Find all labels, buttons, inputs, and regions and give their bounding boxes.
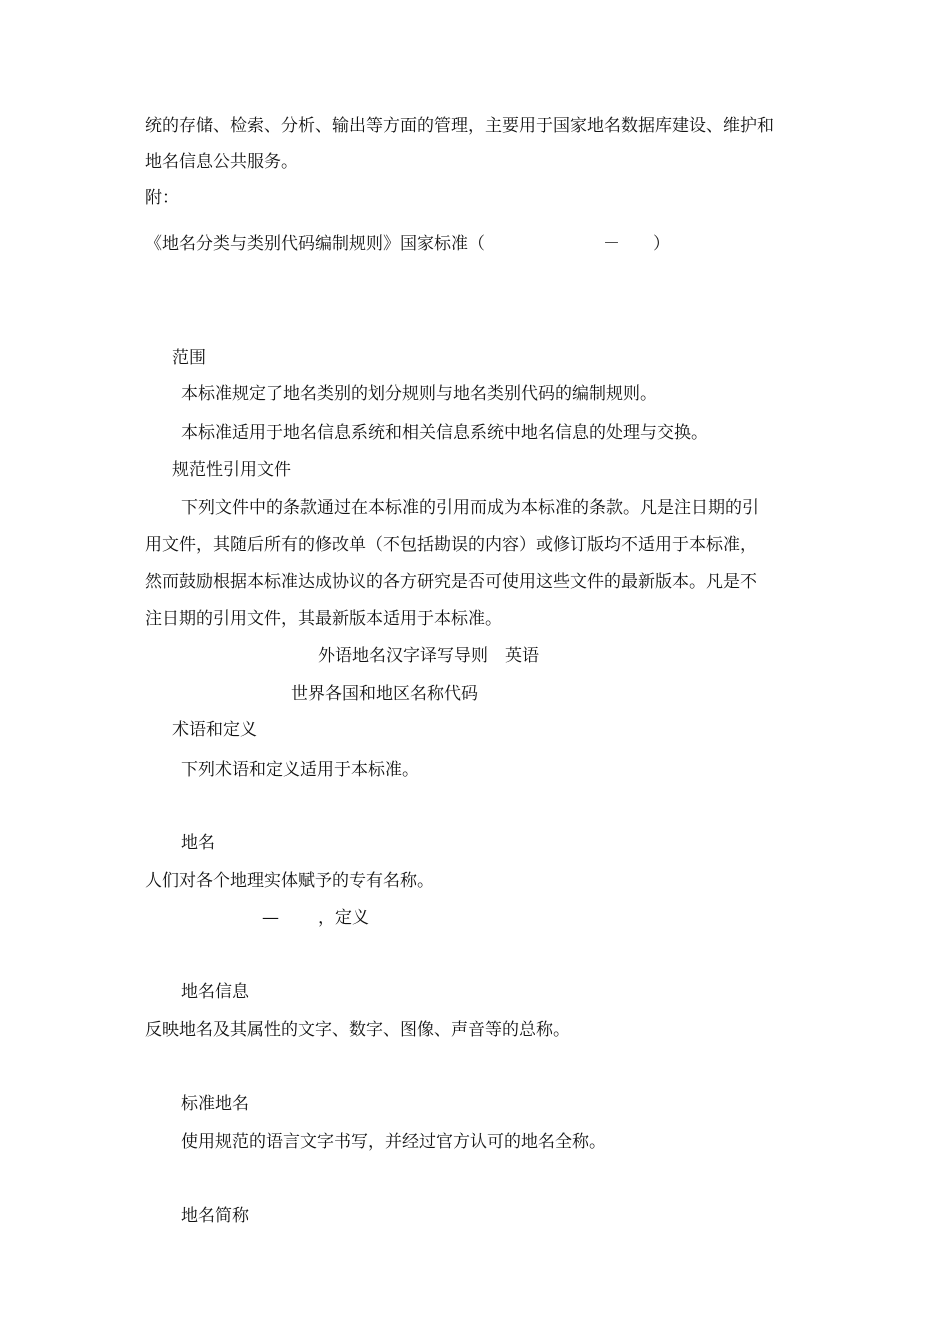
scope-heading: 范围 (172, 348, 206, 368)
term-standard-place-name: 标准地名 (181, 1094, 249, 1114)
normative-ref-2: 世界各国和地区名称代码 (291, 684, 478, 704)
normative-ref-1: 外语地名汉字译写导则 英语 (318, 646, 539, 666)
normative-para-line-2: 用文件，其随后所有的修改单（不包括勘误的内容）或修订版均不适用于本标准， (145, 535, 757, 555)
appendix-label: 附： (145, 188, 179, 208)
scope-para-1: 本标准规定了地名类别的划分规则与地名类别代码的编制规则。 (181, 384, 657, 404)
term-place-name: 地名 (181, 833, 215, 853)
terms-intro: 下列术语和定义适用于本标准。 (181, 760, 419, 780)
intro-line-2: 地名信息公共服务。 (145, 152, 298, 172)
normative-para-line-3: 然而鼓励根据本标准达成协议的各方研究是否可使用这些文件的最新版本。凡是不 (145, 572, 757, 592)
standard-dash: － (603, 234, 620, 254)
definition-place-name-info: 反映地名及其属性的文字、数字、图像、声音等的总称。 (145, 1020, 570, 1040)
definition-standard-place-name: 使用规范的语言文字书写，并经过官方认可的地名全称。 (181, 1132, 606, 1152)
intro-line-1: 统的存储、检索、分析、输出等方面的管理，主要用于国家地名数据库建设、维护和 (145, 116, 774, 136)
normative-para-line-1: 下列文件中的条款通过在本标准的引用而成为本标准的条款。凡是注日期的引 (181, 498, 759, 518)
scope-para-2: 本标准适用于地名信息系统和相关信息系统中地名信息的处理与交换。 (181, 423, 708, 443)
normative-heading: 规范性引用文件 (172, 460, 291, 480)
normative-para-line-4: 注日期的引用文件，其最新版本适用于本标准。 (145, 609, 502, 629)
term-place-name-abbrev: 地名简称 (181, 1206, 249, 1226)
place-name-source-dash: — (262, 908, 279, 928)
terms-heading: 术语和定义 (172, 720, 257, 740)
definition-place-name: 人们对各个地理实体赋予的专有名称。 (145, 871, 434, 891)
place-name-source-suffix: ，定义 (318, 908, 369, 928)
standard-title: 《地名分类与类别代码编制规则》国家标准（ (145, 234, 485, 254)
standard-close-paren: ） (653, 234, 670, 254)
term-place-name-info: 地名信息 (181, 982, 249, 1002)
